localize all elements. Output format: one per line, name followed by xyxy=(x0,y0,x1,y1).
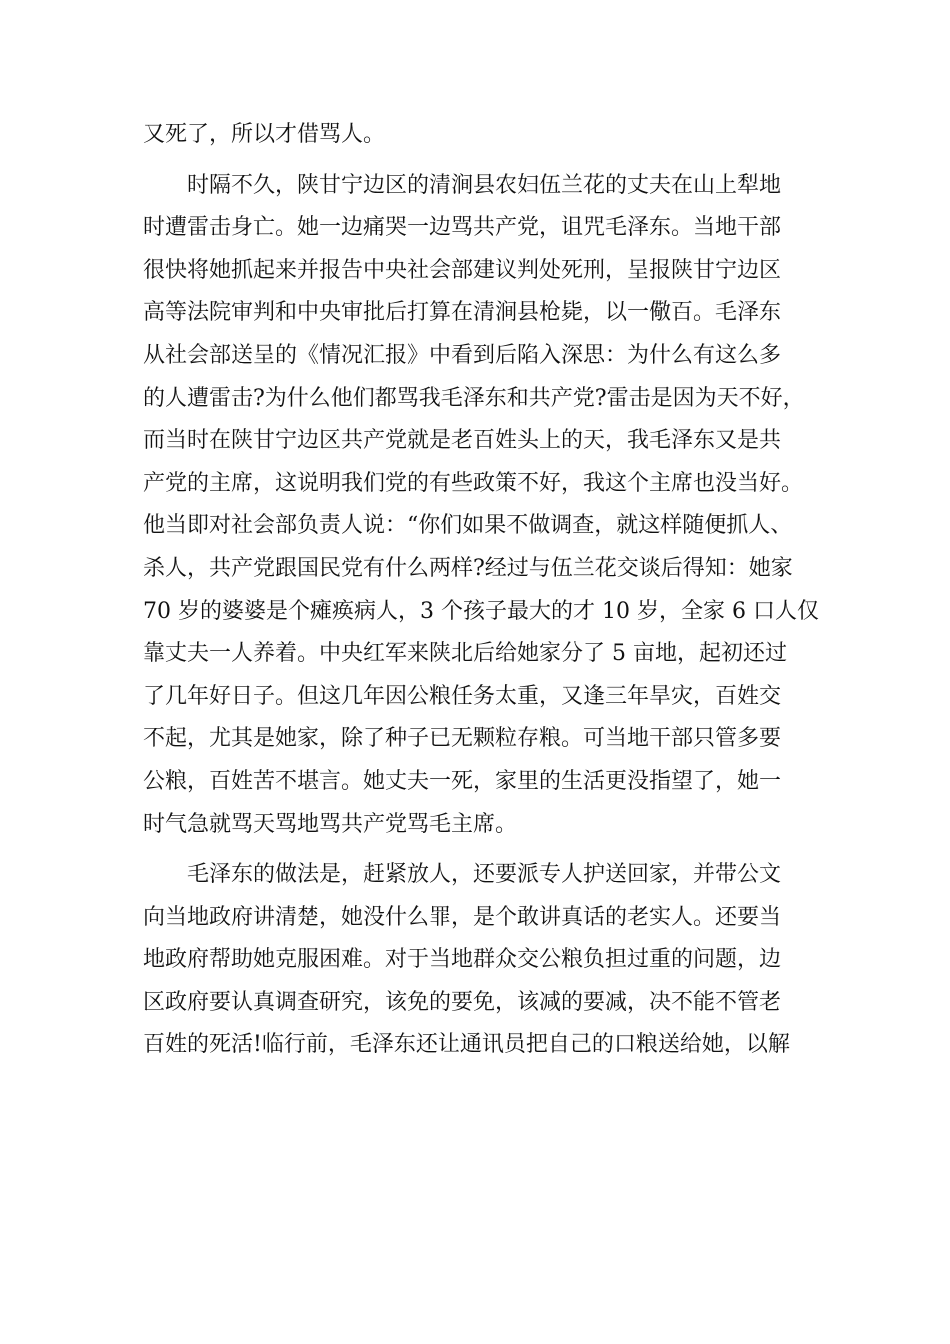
text-line: 了几年好日子。但这几年因公粮任务太重，又逢三年旱灾，百姓交 xyxy=(143,683,782,709)
text-line: 70 岁的婆婆是个瘫痪病人，3 个孩子最大的才 10 岁，全家 6 口人仅 xyxy=(143,598,819,624)
paragraph-2 xyxy=(143,165,819,847)
text-line: 时遭雷击身亡。她一边痛哭一边骂共产党，诅咒毛泽东。当地干部 xyxy=(143,215,782,241)
text-line: 向当地政府讲清楚，她没什么罪，是个敢讲真话的老实人。还要当 xyxy=(143,904,782,930)
text-line: 靠丈夫一人养着。中央红军来陕北后给她家分了 5 亩地，起初还过 xyxy=(143,641,787,667)
text-line: 从社会部送呈的《情况汇报》中看到后陷入深思：为什么有这么多 xyxy=(143,342,782,368)
text-line: 不起，尤其是她家，除了种子已无颗粒存粮。可当地干部只管多要 xyxy=(143,726,782,752)
text-line: 时气急就骂天骂地骂共产党骂毛主席。 xyxy=(143,811,518,837)
paragraph-3 xyxy=(143,854,813,1067)
text-line: 地政府帮助她克服困难。对于当地群众交公粮负担过重的问题，边 xyxy=(143,947,782,973)
text-line: 百姓的死活!临行前，毛泽东还让通讯员把自己的口粮送给她，以解 xyxy=(143,1032,790,1058)
paragraph-gap xyxy=(143,157,813,165)
text-line: 杀人，共产党跟国民党有什么两样?经过与伍兰花交谈后得知：她家 xyxy=(143,555,793,581)
text-line: 又死了，所以才借骂人。 xyxy=(143,122,386,147)
text-line: 产党的主席，这说明我们党的有些政策不好，我这个主席也没当好。 xyxy=(143,470,804,496)
text-line: 的人遭雷击?为什么他们都骂我毛泽东和共产党?雷击是因为天不好， xyxy=(143,385,805,411)
body-text xyxy=(143,114,819,1067)
text-line: 公粮，百姓苦不堪言。她丈夫一死，家里的生活更没指望了，她一 xyxy=(143,768,782,794)
text-line: 高等法院审判和中央审批后打算在清涧县枪毙，以一儆百。毛泽东 xyxy=(143,300,782,326)
text-line: 而当时在陕甘宁边区共产党就是老百姓头上的天，我毛泽东又是共 xyxy=(143,428,782,454)
paragraph-gap xyxy=(143,846,813,854)
text-line: 他当即对社会部负责人说：“你们如果不做调查，就这样随便抓人、 xyxy=(143,513,793,539)
text-line: 区政府要认真调查研究，该免的要免，该减的要减，决不能不管老 xyxy=(143,989,782,1015)
text-line: 很快将她抓起来并报告中央社会部建议判处死刑，呈报陕甘宁边区 xyxy=(143,257,782,283)
text-line: 毛泽东的做法是，赶紧放人，还要派专人护送回家，并带公文 xyxy=(187,862,782,888)
text-line: 时隔不久，陕甘宁边区的清涧县农妇伍兰花的丈夫在山上犁地 xyxy=(187,172,782,198)
paragraph-1 xyxy=(143,114,813,157)
